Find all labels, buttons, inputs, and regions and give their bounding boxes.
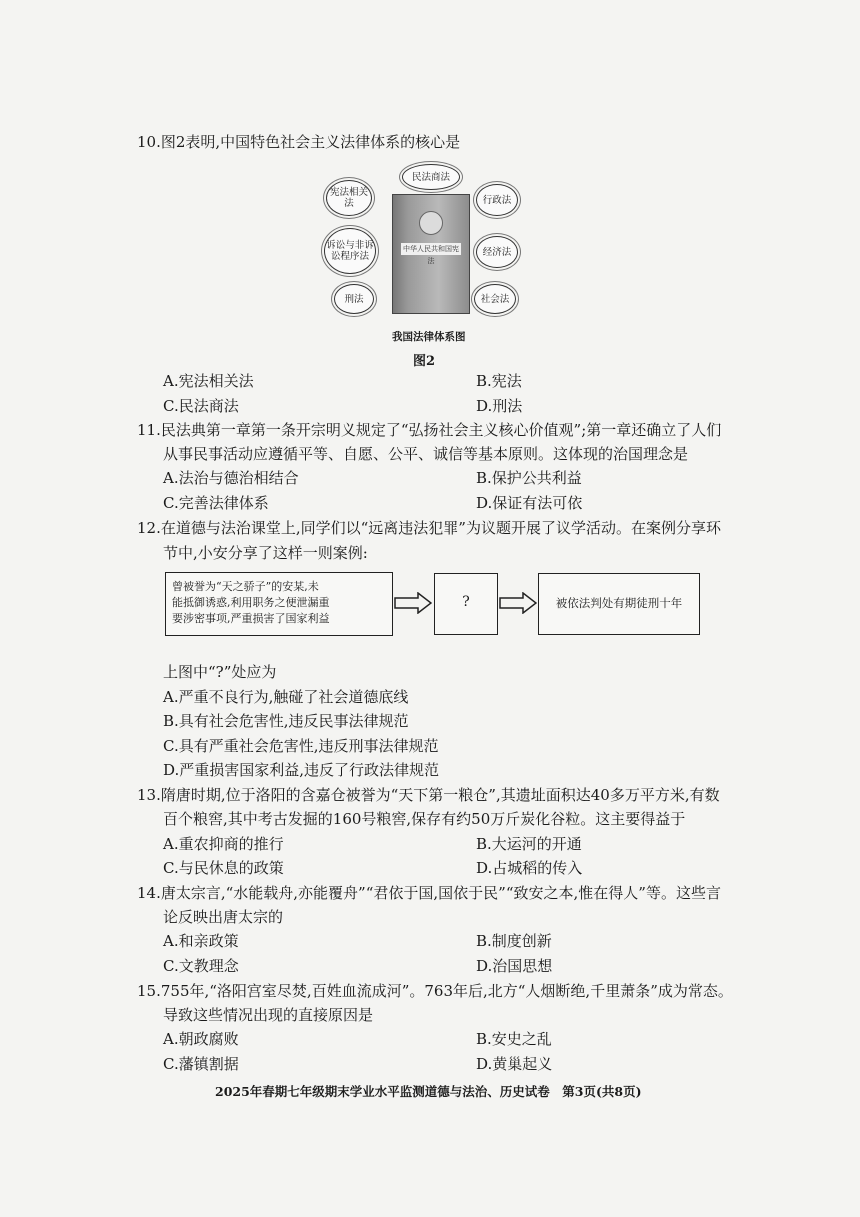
q12-ask: 上图中“?”处应为 — [163, 663, 277, 681]
q14-option-a: A.和亲政策 — [163, 932, 239, 950]
q12-option-c: C.具有严重社会危害性,违反刑事法律规范 — [163, 737, 439, 755]
q14-option-b: B.制度创新 — [476, 932, 552, 950]
figure-2-legal-system — [318, 160, 518, 325]
flow-box-case-line: 能抵御诱惑,利用职务之便泄漏重 — [172, 596, 330, 609]
cloud-criminal: 刑法 — [334, 284, 374, 314]
flow-box-case — [165, 572, 393, 636]
q13-option-c: C.与民休息的政策 — [163, 859, 284, 877]
q11-option-d: D.保证有法可依 — [476, 494, 583, 512]
q14-option-d: D.治国思想 — [476, 957, 553, 975]
flow-box-case-line: 曾被誉为“天之骄子”的安某,未 — [172, 580, 319, 593]
q15-line1: 15.755年,“洛阳宫室尽焚,百姓血流成河”。763年后,北方“人烟断绝,千里萧条”成为常态。 — [137, 982, 733, 1000]
q10-stem: 10.图2表明,中国特色社会主义法律体系的核心是 — [137, 133, 461, 151]
q15-option-d: D.黄巢起义 — [476, 1055, 553, 1073]
flow-arrow-icon — [499, 592, 537, 614]
q10-option-d: D.刑法 — [476, 397, 523, 415]
cloud-civil-commercial: 民法商法 — [402, 164, 460, 190]
cloud-procedural: 诉讼与非诉讼程序法 — [324, 228, 376, 274]
flow-verdict-text: 被依法判处有期徒刑十年 — [555, 596, 683, 610]
q14-line1: 14.唐太宗言,“水能载舟,亦能覆舟”“君依于国,国依于民”“致安之本,惟在得人”等。这些言 — [137, 884, 721, 902]
national-emblem-icon — [419, 211, 443, 235]
cloud-social: 社会法 — [474, 284, 516, 314]
q15-option-c: C.藩镇割据 — [163, 1055, 239, 1073]
page-footer: 2025年春期七年级期末学业水平监测道德与法治、历史试卷 第3页(共8页) — [215, 1084, 642, 1099]
q13-option-a: A.重农抑商的推行 — [163, 835, 284, 853]
cloud-economic: 经济法 — [476, 236, 518, 268]
q15-line2: 导致这些情况出现的直接原因是 — [163, 1006, 374, 1024]
flow-arrow-icon — [394, 592, 432, 614]
q12-option-b: B.具有社会危害性,违反民事法律规范 — [163, 712, 409, 730]
q15-option-b: B.安史之乱 — [476, 1030, 552, 1048]
q14-option-c: C.文教理念 — [163, 957, 239, 975]
q11-line2: 从事民事活动应遵循平等、自愿、公平、诚信等基本原则。这体现的治国理念是 — [163, 445, 689, 463]
q10-option-a: A.宪法相关法 — [163, 372, 254, 390]
flow-box-verdict — [538, 573, 700, 635]
flow-box-question — [434, 573, 498, 635]
cloud-constitution-related: 宪法相关法 — [326, 180, 372, 216]
constitution-book-image — [392, 194, 470, 314]
flow-question-mark: ? — [462, 594, 470, 610]
figure-label: 图2 — [413, 354, 436, 369]
q12-option-a: A.严重不良行为,触碰了社会道德底线 — [163, 688, 409, 706]
cloud-administrative: 行政法 — [476, 184, 518, 216]
q13-option-b: B.大运河的开通 — [476, 835, 582, 853]
q14-line2: 论反映出唐太宗的 — [163, 908, 284, 926]
q11-option-a: A.法治与德治相结合 — [163, 469, 299, 487]
q13-line2: 百个粮窖,其中考古发掘的160号粮窖,保存有约50万斤炭化谷粒。这主要得益于 — [163, 810, 686, 828]
q13-line1: 13.隋唐时期,位于洛阳的含嘉仓被誉为“天下第一粮仓”,其遗址面积达40多万平方米,有数 — [137, 786, 720, 804]
q11-line1: 11.民法典第一章第一条开宗明义规定了“弘扬社会主义核心价值观”;第一章还确立了人们 — [137, 421, 722, 439]
q15-option-a: A.朝政腐败 — [163, 1030, 239, 1048]
flow-box-case-line: 要涉密事项,严重损害了国家利益 — [172, 612, 330, 625]
figure-inner-caption: 我国法律体系图 — [392, 331, 466, 343]
q12-line1: 12.在道德与法治课堂上,同学们以“远离违法犯罪”为议题开展了议学活动。在案例分享环 — [137, 519, 721, 537]
q12-line2: 节中,小安分享了这样一则案例: — [163, 544, 368, 562]
q11-option-b: B.保护公共利益 — [476, 469, 582, 487]
q10-option-c: C.民法商法 — [163, 397, 239, 415]
q11-option-c: C.完善法律体系 — [163, 494, 269, 512]
book-title: 中华人民共和国宪法 — [403, 245, 459, 265]
q12-option-d: D.严重损害国家利益,违反了行政法律规范 — [163, 761, 440, 779]
q13-option-d: D.占城稻的传入 — [476, 859, 583, 877]
q10-option-b: B.宪法 — [476, 372, 522, 390]
